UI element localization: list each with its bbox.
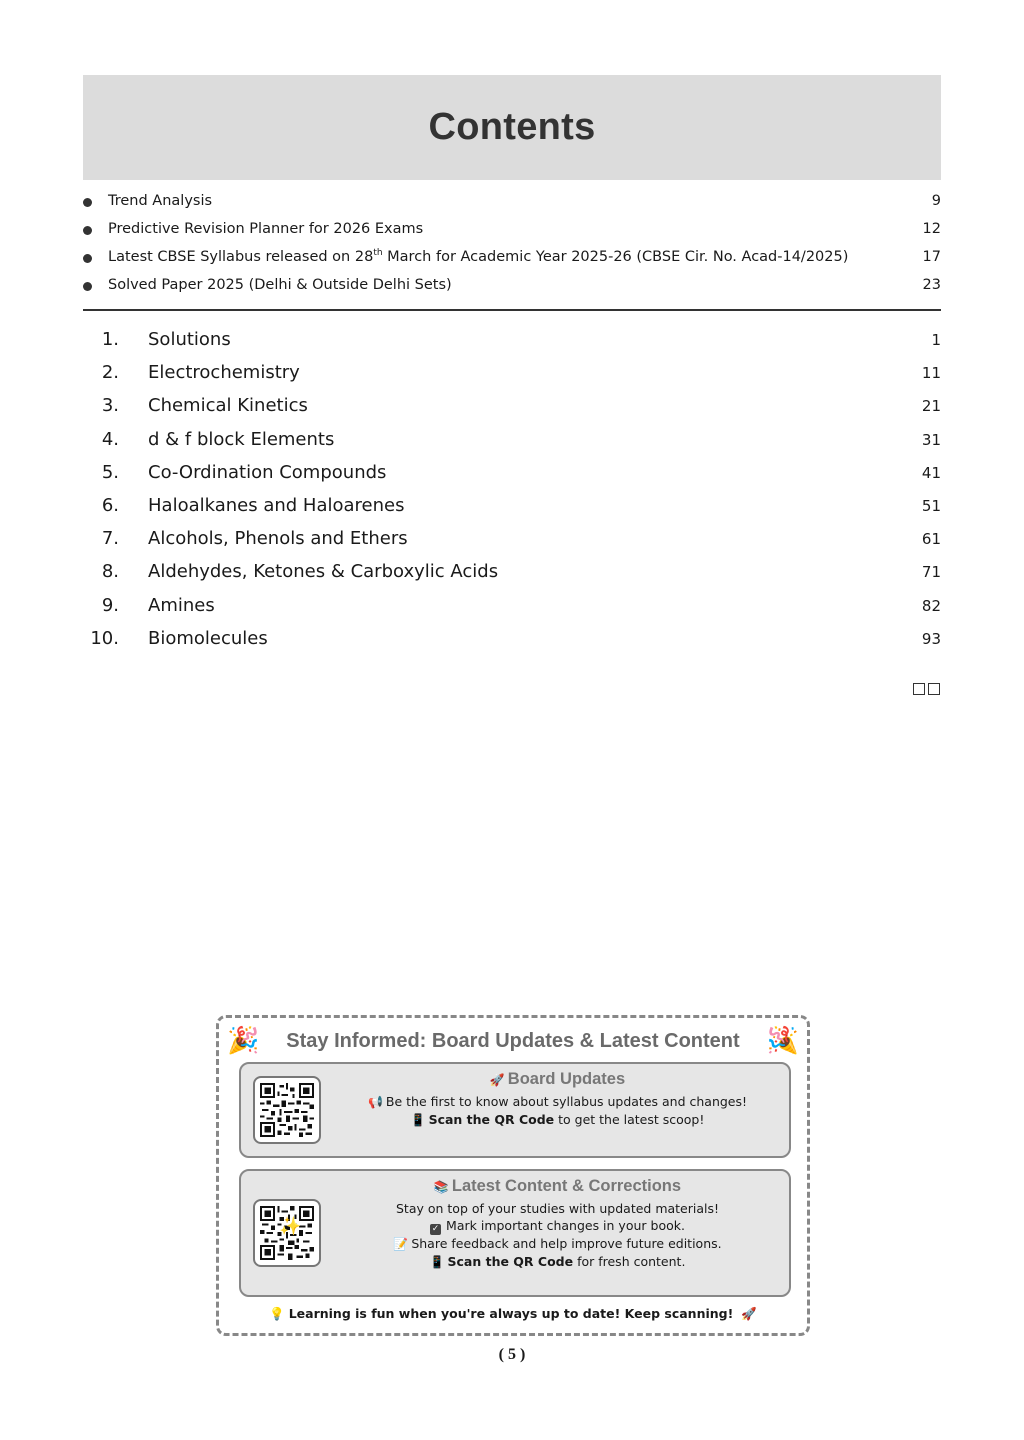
bullet-icon	[83, 198, 92, 207]
chapter-page: 61	[921, 530, 941, 549]
latest-content-heading: 📚 Latest Content & Corrections	[433, 1177, 682, 1195]
chapter-number: 10.	[90, 627, 119, 649]
ordinal-suffix: th	[373, 248, 383, 259]
updates-box-title: Stay Informed: Board Updates & Latest Content	[286, 1030, 740, 1052]
latest-content-panel	[239, 1169, 791, 1297]
party-popper-icon: 🎉	[766, 1026, 799, 1056]
chapter-row[interactable]	[83, 625, 941, 658]
chapter-row[interactable]	[83, 492, 941, 525]
rocket-icon: 🚀	[741, 1306, 757, 1321]
latest-content-body	[336, 1177, 779, 1271]
party-popper-icon: 🎉	[227, 1026, 260, 1056]
chapter-number: 4.	[101, 428, 119, 450]
prelim-item-label	[108, 249, 848, 265]
chapter-title: Biomolecules	[148, 627, 268, 649]
megaphone-icon: 📢	[367, 1095, 383, 1109]
board-updates-heading: 🚀 Board Updates	[489, 1070, 626, 1088]
chapter-page: 82	[921, 596, 941, 615]
phone-icon: 📱	[429, 1255, 445, 1269]
chapter-title: Alcohols, Phenols and Ethers	[148, 528, 408, 550]
chapter-number: 5.	[101, 461, 119, 483]
bullet-icon	[83, 254, 92, 263]
books-icon: 📚	[433, 1180, 449, 1194]
chapter-title: Chemical Kinetics	[148, 395, 308, 417]
prelim-item[interactable]	[83, 216, 941, 244]
chapter-row[interactable]	[83, 592, 941, 625]
chapter-number: 7.	[101, 528, 119, 550]
chapter-title: Solutions	[148, 329, 231, 350]
page-number: ( 5 )	[498, 1346, 526, 1363]
prelim-item[interactable]	[83, 188, 941, 216]
chapter-row[interactable]	[83, 359, 941, 392]
prelim-item-label: Solved Paper 2025 (Delhi & Outside Delhi Sets)	[108, 277, 452, 293]
contents-header	[83, 75, 941, 180]
divider	[83, 309, 941, 311]
chapter-page: 41	[921, 463, 941, 482]
checkbox-icon: ✓	[431, 1224, 440, 1234]
prelim-item-page: 12	[922, 221, 941, 237]
qr-code-icon[interactable]	[253, 1076, 321, 1144]
rocket-icon: 🚀	[489, 1073, 505, 1087]
chapter-number: 3.	[101, 395, 119, 417]
board-updates-panel	[239, 1062, 791, 1158]
prelim-item[interactable]	[83, 272, 941, 300]
prelim-item-page: 9	[931, 193, 941, 209]
chapter-title: Amines	[148, 594, 215, 616]
chapter-row[interactable]	[83, 426, 941, 459]
chapter-page: 71	[921, 563, 941, 582]
chapter-row[interactable]	[83, 326, 941, 359]
bullet-icon	[83, 226, 92, 235]
prelim-item-label: Trend Analysis	[108, 193, 213, 209]
chapter-page: 51	[921, 496, 941, 515]
chapter-title: Electrochemistry	[148, 362, 300, 384]
phone-icon: 📱	[410, 1113, 426, 1127]
prelim-item-page: 23	[922, 277, 941, 293]
chapter-page: 1	[931, 331, 941, 349]
chapter-page: 31	[921, 430, 941, 449]
chapter-page: 21	[921, 397, 941, 416]
prelim-list	[83, 188, 941, 300]
prelim-text-end: March for Academic Year 2025-26 (CBSE Cir. No. Acad-14/2025)	[382, 249, 849, 265]
chapter-number: 9.	[101, 594, 119, 616]
chapter-title: Haloalkanes and Haloarenes	[148, 494, 405, 516]
memo-icon: 📝	[393, 1237, 409, 1251]
chapter-row[interactable]	[83, 525, 941, 558]
page-title: Contents	[428, 106, 596, 148]
chapter-number: 2.	[101, 362, 119, 384]
updates-footer: 💡 Learning is fun when you're always up to date! Keep scanning! 🚀	[269, 1306, 757, 1321]
chapter-number: 6.	[101, 494, 119, 516]
board-updates-line: 📢 Be the first to know about syllabus updates and changes!	[367, 1094, 748, 1109]
chapter-row[interactable]	[83, 392, 941, 425]
latest-content-line: 📝 Share feedback and help improve future editions.	[393, 1236, 722, 1251]
prelim-item[interactable]	[83, 244, 941, 272]
prelim-text-start: Latest CBSE Syllabus released on 28	[108, 249, 374, 265]
board-updates-scan-line: 📱 Scan the QR Code to get the latest scoop!	[410, 1112, 705, 1127]
bullet-icon	[83, 282, 92, 291]
chapter-number: 1.	[101, 329, 119, 350]
prelim-item-page: 17	[922, 249, 941, 265]
latest-content-scan-line: 📱 Scan the QR Code for fresh content.	[429, 1254, 686, 1269]
chapter-page: 93	[921, 629, 941, 648]
latest-content-line: ✓ Mark important changes in your book.	[431, 1218, 685, 1234]
prelim-item-label: Predictive Revision Planner for 2026 Exams	[108, 221, 424, 237]
chapter-row[interactable]	[83, 558, 941, 591]
latest-content-line: Stay on top of your studies with updated materials!	[395, 1201, 720, 1216]
chapter-list	[83, 326, 941, 658]
chapter-row[interactable]	[83, 459, 941, 492]
chapter-title: Co-Ordination Compounds	[148, 461, 387, 483]
chapter-title: d & f block Elements	[148, 428, 335, 450]
board-updates-content	[336, 1070, 779, 1129]
chapter-page: 11	[921, 364, 941, 383]
updates-box	[216, 1015, 810, 1336]
sparkles-icon: ✨	[279, 1216, 302, 1237]
chapter-number: 8.	[101, 561, 119, 583]
end-mark-icon	[913, 683, 940, 695]
lightbulb-icon: 💡	[269, 1306, 285, 1321]
chapter-title: Aldehydes, Ketones & Carboxylic Acids	[148, 561, 499, 583]
